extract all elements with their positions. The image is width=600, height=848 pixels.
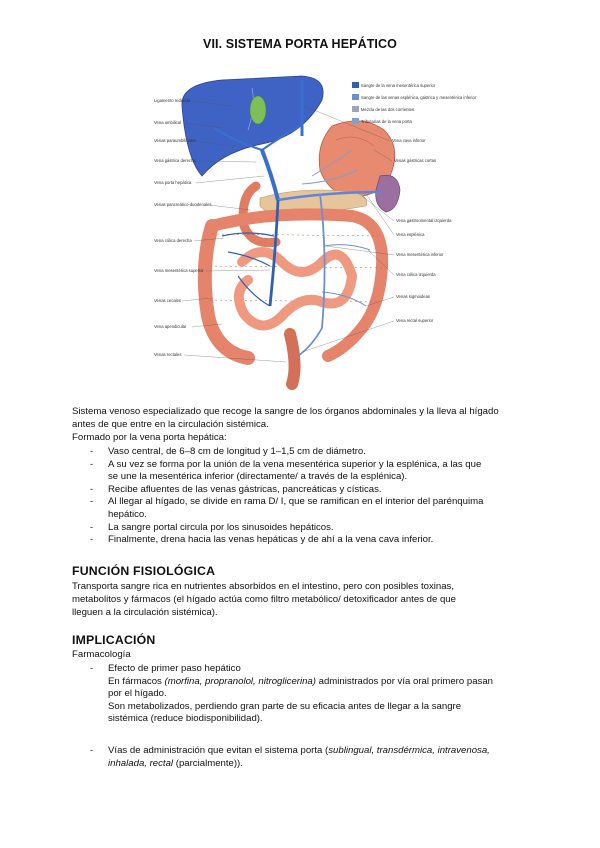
figure-label: Venas rectales xyxy=(154,352,182,357)
legend-entry: Sangre de la vena mesentérica superior xyxy=(361,83,436,88)
subheading-farmacologia: Farmacología xyxy=(72,649,131,660)
bullet-dash: - xyxy=(90,521,94,533)
page-title: VII. SISTEMA PORTA HEPÁTICO xyxy=(203,37,397,51)
figure-label: Vena cólica derecha xyxy=(154,238,192,243)
portal-vein-bullets xyxy=(72,446,532,547)
bullet-dash: - xyxy=(90,458,94,470)
intro-line: Formado por la vena porta hepática: xyxy=(72,432,227,443)
list-item: - Recibe afluentes de las venas gástricas, pancreáticas y císticas. xyxy=(90,483,382,495)
figure-label: Vena esplénica xyxy=(396,232,425,237)
figure-label: Vena umbilical xyxy=(154,120,182,125)
list-item: - Vaso central, de 6–8 cm de longitud y 1–1,5 cm de diámetro. xyxy=(90,446,366,457)
figure-label: Venas cecales xyxy=(154,298,182,303)
figure-label: Vena gastroomental izquierda xyxy=(396,218,452,223)
legend-entry: Tributarias de la vena porta xyxy=(361,119,412,124)
figure-label: Vena cava inferior xyxy=(392,138,426,143)
gallbladder-shape xyxy=(250,96,266,124)
list-item: - Finalmente, drena hacia las venas hepáticas y de ahí a la vena cava inferior. xyxy=(90,534,434,546)
portal-vein xyxy=(262,150,278,200)
figure-label: Vena rectal superior xyxy=(396,318,434,323)
section-heading-funcion: FUNCIÓN FISIOLÓGICA xyxy=(72,564,216,578)
funcion-line: metabolitos y fármacos (el hígado actúa como filtro metabólico/ detoxificador antes de que xyxy=(72,594,456,605)
figure-label: Venas pancreático-duodenales xyxy=(154,202,212,207)
list-item: - La sangre portal circula por los sinusoides hepáticos. xyxy=(90,521,334,533)
funcion-line: Transporta sangre rica en nutrientes absorbidos en el intestino, pero con posibles toxinas, xyxy=(72,581,455,592)
anatomy-svg xyxy=(152,66,477,394)
figure-label: Vena mesentérica superior xyxy=(154,268,204,273)
figure-label: Ligamento redondo xyxy=(154,98,191,103)
bullet-dash: - xyxy=(90,446,94,457)
figure-legend xyxy=(352,82,477,124)
bullet-dash: - xyxy=(90,534,94,546)
bullet-dash: - xyxy=(90,745,94,756)
implicacion-list-2 xyxy=(72,745,532,770)
implicacion-list xyxy=(72,663,532,726)
figure-label: Venas sigmoideas xyxy=(396,294,430,299)
spleen-shape xyxy=(376,175,400,212)
bullet-dash: - xyxy=(90,483,94,495)
figure-label: Vena mesentérica inferior xyxy=(396,252,444,257)
funcion-line: lleguen a la circulación sistémica). xyxy=(72,607,218,618)
legend-entry: Sangre de las venas esplénica, gástrica y mesentérica inferior xyxy=(361,95,477,100)
list-item-routes: - Vías de administración que evitan el sistema porta (sublingual, transdérmica, intravenosa, inhalada, rectal (parcialmente)). xyxy=(90,745,490,769)
list-item: - A su vez se forma por la unión de la vena mesentérica superior y la esplénica, a las que se une la mesentérica inferior (directamente/ a través de la esplénica). xyxy=(90,458,482,483)
list-item-first-pass: - Efecto de primer paso hepático En fármacos (morfina, propranolol, nitroglicerina) administrados por vía oral primero pasan por el hígado. Son metabolizados, perdiendo gran parte de su eficacia antes de llegar a la sangre sistémica (reduce biodisponibilidad). xyxy=(90,663,494,725)
list-item: - Al llegar al hígado, se divide en rama D/ I, que se ramifican en el interior del parénquima hepático. xyxy=(90,496,484,520)
rectum-shape xyxy=(290,334,295,384)
figure-label: Vena apendicular xyxy=(154,324,187,329)
bullet-dash: - xyxy=(90,663,94,674)
intro-line: antes de que entre en la circulación sistémica. xyxy=(72,419,269,430)
bullet-dash: - xyxy=(90,496,94,508)
figure-label: Venas gástricas cortas xyxy=(394,158,437,163)
figure-label: Vena gástrica derecha xyxy=(154,158,196,163)
figure-label: Venas paraumbilicales xyxy=(154,138,196,143)
intro-line: Sistema venoso especializado que recoge la sangre de los órganos abdominales y la lleva al hígado xyxy=(72,406,499,417)
figure-label: Vena porta hepática xyxy=(154,180,192,185)
figure-label: Vena cólica izquierda xyxy=(396,272,436,277)
portal-system-illustration xyxy=(152,66,477,394)
legend-entry: Mezcla de las dos corrientes xyxy=(361,107,415,112)
figure-labels-right xyxy=(392,138,452,323)
section-heading-implicacion: IMPLICACIÓN xyxy=(72,633,156,647)
